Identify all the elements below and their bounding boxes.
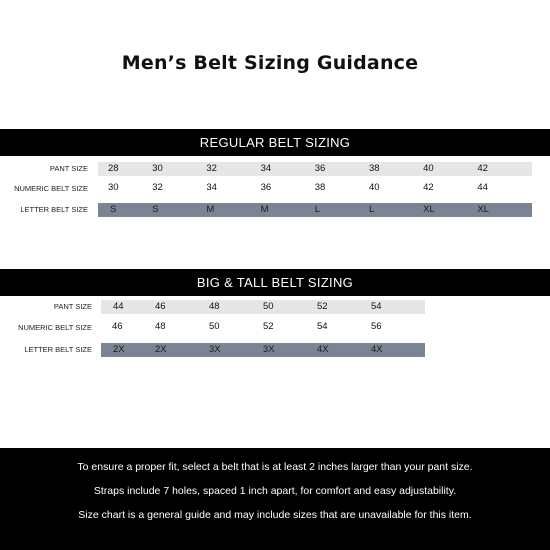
- size-cell: XL: [477, 204, 489, 215]
- size-cell: 56: [371, 321, 382, 332]
- big-tall-sizing-header: BIG & TALL BELT SIZING: [0, 269, 550, 296]
- size-cell: 30: [108, 182, 119, 193]
- big-tall-numeric-belt-size-row: [101, 320, 425, 334]
- size-cell: 28: [108, 163, 119, 174]
- size-cell: 4X: [317, 344, 329, 355]
- size-cell: 48: [209, 301, 220, 312]
- size-cell: 54: [371, 301, 382, 312]
- size-cell: 42: [477, 163, 488, 174]
- size-cell: 44: [113, 301, 124, 312]
- size-cell: 2X: [155, 344, 167, 355]
- regular-letter-belt-size-label: LETTER BELT SIZE: [20, 205, 88, 214]
- size-cell: XL: [423, 204, 435, 215]
- big-tall-letter-belt-size-label: LETTER BELT SIZE: [24, 345, 92, 354]
- size-cell: 42: [423, 182, 434, 193]
- straps-note: Straps include 7 holes, spaced 1 inch apart, for comfort and easy adjustability.: [93, 485, 457, 497]
- disclaimer-note: Size chart is a general guide and may include sizes that are unavailable for this item.: [78, 509, 472, 521]
- size-cell: 46: [155, 301, 166, 312]
- size-cell: L: [368, 204, 375, 215]
- size-cell: 52: [263, 321, 274, 332]
- size-cell: 3X: [263, 344, 275, 355]
- regular-letter-belt-size-row: [98, 203, 532, 217]
- size-cell: L: [314, 204, 321, 215]
- size-cell: M: [206, 204, 215, 215]
- size-cell: 46: [112, 321, 123, 332]
- fit-note: To ensure a proper fit, select a belt that is at least 2 inches larger than your pant size.: [77, 461, 473, 473]
- page-title: Men’s Belt Sizing Guidance: [121, 52, 419, 74]
- size-cell: 52: [317, 301, 328, 312]
- size-cell: 50: [209, 321, 220, 332]
- regular-pant-size-label: PANT SIZE: [49, 164, 88, 173]
- regular-numeric-belt-size-label: NUMERIC BELT SIZE: [14, 184, 88, 193]
- size-cell: 38: [314, 182, 326, 193]
- size-cell: 4X: [371, 344, 383, 355]
- size-cell: 40: [423, 163, 434, 174]
- size-cell: 50: [263, 301, 274, 312]
- size-cell: 48: [155, 321, 166, 332]
- big-tall-pant-size-label: PANT SIZE: [53, 302, 92, 311]
- size-cell: 36: [260, 182, 272, 193]
- big-tall-numeric-belt-size-label: NUMERIC BELT SIZE: [18, 323, 92, 332]
- regular-sizing-header: REGULAR BELT SIZING: [0, 129, 550, 156]
- size-cell: S: [110, 204, 117, 215]
- size-cell: 2X: [113, 344, 125, 355]
- size-cell: S: [152, 204, 159, 215]
- size-cell: 54: [317, 321, 328, 332]
- size-cell: 3X: [209, 344, 221, 355]
- footer-notes-panel: [0, 448, 550, 550]
- size-cell: 36: [314, 163, 326, 174]
- regular-pant-size-row: [98, 162, 532, 176]
- size-cell: 44: [477, 182, 488, 193]
- size-cell: 34: [260, 163, 272, 174]
- size-cell: 32: [206, 163, 217, 174]
- size-cell: 32: [152, 182, 163, 193]
- size-cell: 38: [368, 163, 380, 174]
- size-cell: M: [260, 204, 269, 215]
- big-tall-pant-size-row: [101, 300, 425, 314]
- big-tall-letter-belt-size-row: [101, 343, 425, 357]
- size-cell: 30: [152, 163, 163, 174]
- size-cell: 34: [206, 182, 217, 193]
- size-cell: 40: [368, 182, 380, 193]
- regular-numeric-belt-size-row: [98, 181, 532, 195]
